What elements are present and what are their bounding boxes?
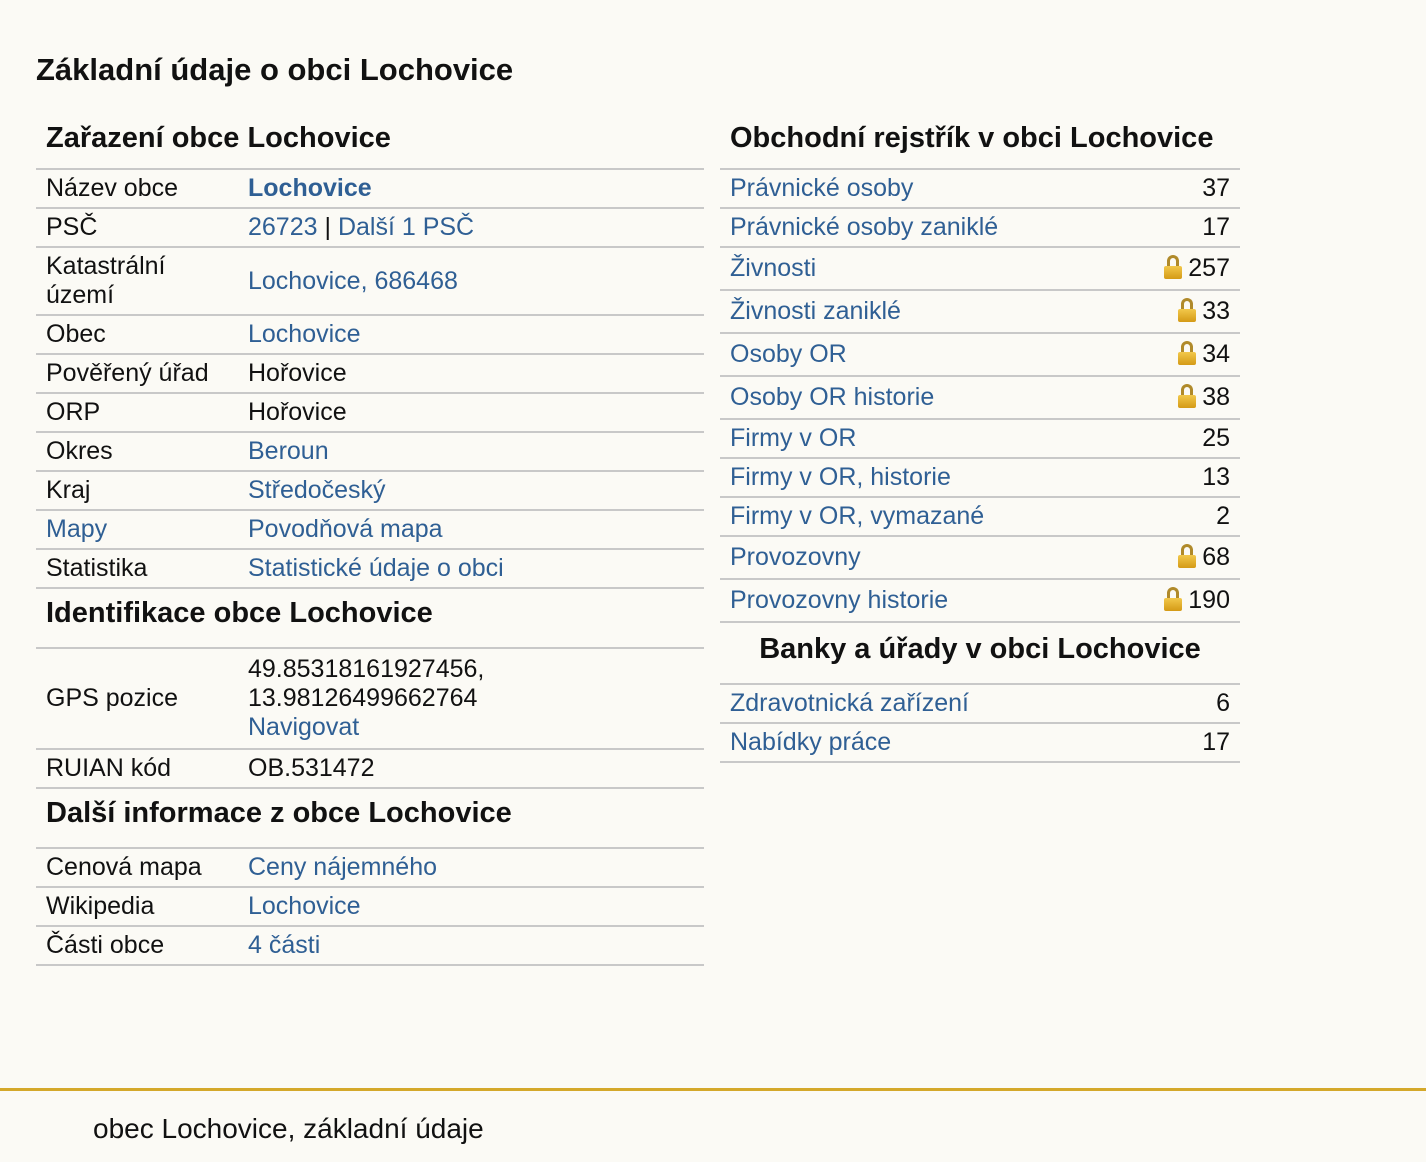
psc-link[interactable]: 26723 xyxy=(248,213,318,241)
psc-label: PSČ xyxy=(36,208,238,247)
povereny-value: Hořovice xyxy=(238,354,704,393)
rejstrik-count: 68 xyxy=(1202,543,1230,571)
lock-icon xyxy=(1178,544,1196,568)
table-row xyxy=(36,315,704,354)
table-row xyxy=(720,208,1240,247)
rejstrik-count: 38 xyxy=(1202,383,1230,411)
rejstrik-link[interactable]: Právnické osoby xyxy=(730,174,914,202)
table-row xyxy=(720,685,1240,723)
kraj-link[interactable]: Středočeský xyxy=(248,476,386,504)
cenova-link[interactable]: Ceny nájemného xyxy=(248,853,438,881)
rejstrik-heading: Obchodní rejstřík v obci Lochovice xyxy=(720,108,1240,170)
rejstrik-count: 2 xyxy=(1121,497,1240,536)
banky-heading: Banky a úřady v obci Lochovice xyxy=(720,623,1240,685)
lock-icon xyxy=(1164,587,1182,611)
zarazeni-table xyxy=(36,170,704,589)
gps-lat: 49.85318161927456, xyxy=(248,655,485,683)
rejstrik-link[interactable]: Firmy v OR, historie xyxy=(730,463,951,491)
rejstrik-count: 33 xyxy=(1202,297,1230,325)
rejstrik-link[interactable]: Živnosti zaniklé xyxy=(730,297,901,325)
table-row xyxy=(36,170,704,208)
table-row xyxy=(36,432,704,471)
page-title: Základní údaje o obci Lochovice xyxy=(36,52,514,87)
katastr-label-line1: Katastrální xyxy=(46,252,166,280)
rejstrik-link[interactable]: Živnosti xyxy=(730,254,817,282)
table-row xyxy=(720,419,1240,458)
table-row xyxy=(720,247,1240,290)
obec-label: Obec xyxy=(36,315,238,354)
banky-link[interactable]: Nabídky práce xyxy=(730,728,892,756)
obec-link[interactable]: Lochovice xyxy=(248,320,361,348)
katastr-label xyxy=(36,247,238,315)
okres-label: Okres xyxy=(36,432,238,471)
banky-count: 17 xyxy=(1159,723,1240,762)
table-row xyxy=(36,749,704,788)
ruian-label: RUIAN kód xyxy=(36,749,238,788)
footer xyxy=(0,1088,1426,1144)
banky-link[interactable]: Zdravotnická zařízení xyxy=(730,689,969,717)
rejstrik-link[interactable]: Firmy v OR, vymazané xyxy=(730,502,985,530)
right-column xyxy=(720,108,1240,763)
table-row xyxy=(36,471,704,510)
table-row xyxy=(720,290,1240,333)
rejstrik-count: 257 xyxy=(1188,254,1230,282)
dalsi-table xyxy=(36,849,704,966)
okres-link[interactable]: Beroun xyxy=(248,437,329,465)
gps-lon: 13.98126499662764 xyxy=(248,684,478,712)
banky-count: 6 xyxy=(1159,685,1240,723)
rejstrik-link[interactable]: Právnické osoby zaniklé xyxy=(730,213,999,241)
table-row xyxy=(720,723,1240,762)
table-row xyxy=(36,354,704,393)
table-row xyxy=(720,458,1240,497)
psc-separator: | xyxy=(324,213,331,241)
rejstrik-count: 190 xyxy=(1188,586,1230,614)
table-row xyxy=(36,510,704,549)
casti-label: Části obce xyxy=(36,926,238,965)
table-row xyxy=(720,376,1240,419)
rejstrik-link[interactable]: Firmy v OR xyxy=(730,424,857,452)
table-row xyxy=(36,849,704,887)
table-row xyxy=(720,170,1240,208)
table-row xyxy=(36,247,704,315)
lock-icon xyxy=(1178,384,1196,408)
povodnova-mapa-link[interactable]: Povodňová mapa xyxy=(248,515,443,543)
katastr-link[interactable]: Lochovice, 686468 xyxy=(248,266,458,295)
wiki-link[interactable]: Lochovice xyxy=(248,892,361,920)
rejstrik-table xyxy=(720,170,1240,623)
nazev-label: Název obce xyxy=(36,170,238,208)
identifikace-heading: Identifikace obce Lochovice xyxy=(36,589,704,649)
orp-label: ORP xyxy=(36,393,238,432)
dalsi-heading: Další informace z obce Lochovice xyxy=(36,789,704,849)
wiki-label: Wikipedia xyxy=(36,887,238,926)
rejstrik-link[interactable]: Provozovny xyxy=(730,543,861,571)
rejstrik-count: 25 xyxy=(1121,419,1240,458)
table-row xyxy=(720,333,1240,376)
casti-link[interactable]: 4 části xyxy=(248,931,321,959)
orp-value: Hořovice xyxy=(238,393,704,432)
banky-table xyxy=(720,685,1240,763)
footer-text: obec Lochovice, základní údaje xyxy=(93,1113,484,1144)
katastr-label-line2: území xyxy=(46,281,115,309)
lock-icon xyxy=(1164,255,1182,279)
lock-icon xyxy=(1178,298,1196,322)
table-row xyxy=(720,497,1240,536)
table-row xyxy=(36,208,704,247)
table-row xyxy=(36,549,704,588)
table-row xyxy=(720,579,1240,622)
statistika-label: Statistika xyxy=(36,549,238,588)
cenova-label: Cenová mapa xyxy=(36,849,238,887)
rejstrik-link[interactable]: Osoby OR xyxy=(730,340,847,368)
zarazeni-heading: Zařazení obce Lochovice xyxy=(36,108,704,170)
left-column xyxy=(36,108,704,966)
table-row xyxy=(36,926,704,965)
povereny-label: Pověřený úřad xyxy=(36,354,238,393)
table-row xyxy=(36,887,704,926)
table-row xyxy=(36,649,704,749)
kraj-label: Kraj xyxy=(36,471,238,510)
mapy-link[interactable]: Mapy xyxy=(46,515,108,543)
gps-label: GPS pozice xyxy=(36,649,238,749)
rejstrik-link[interactable]: Provozovny historie xyxy=(730,586,949,614)
nazev-link[interactable]: Lochovice xyxy=(248,174,372,202)
rejstrik-count: 17 xyxy=(1121,208,1240,247)
rejstrik-count: 37 xyxy=(1121,170,1240,208)
identifikace-table xyxy=(36,649,704,789)
rejstrik-count: 34 xyxy=(1202,340,1230,368)
table-row xyxy=(720,536,1240,579)
table-row xyxy=(36,393,704,432)
navigovat-link[interactable]: Navigovat xyxy=(248,713,360,741)
ruian-value: OB.531472 xyxy=(238,749,704,788)
rejstrik-count: 13 xyxy=(1121,458,1240,497)
lock-icon xyxy=(1178,341,1196,365)
statistika-link[interactable]: Statistické údaje o obci xyxy=(248,554,504,582)
rejstrik-link[interactable]: Osoby OR historie xyxy=(730,383,935,411)
psc-more-link[interactable]: Další 1 PSČ xyxy=(337,213,475,241)
